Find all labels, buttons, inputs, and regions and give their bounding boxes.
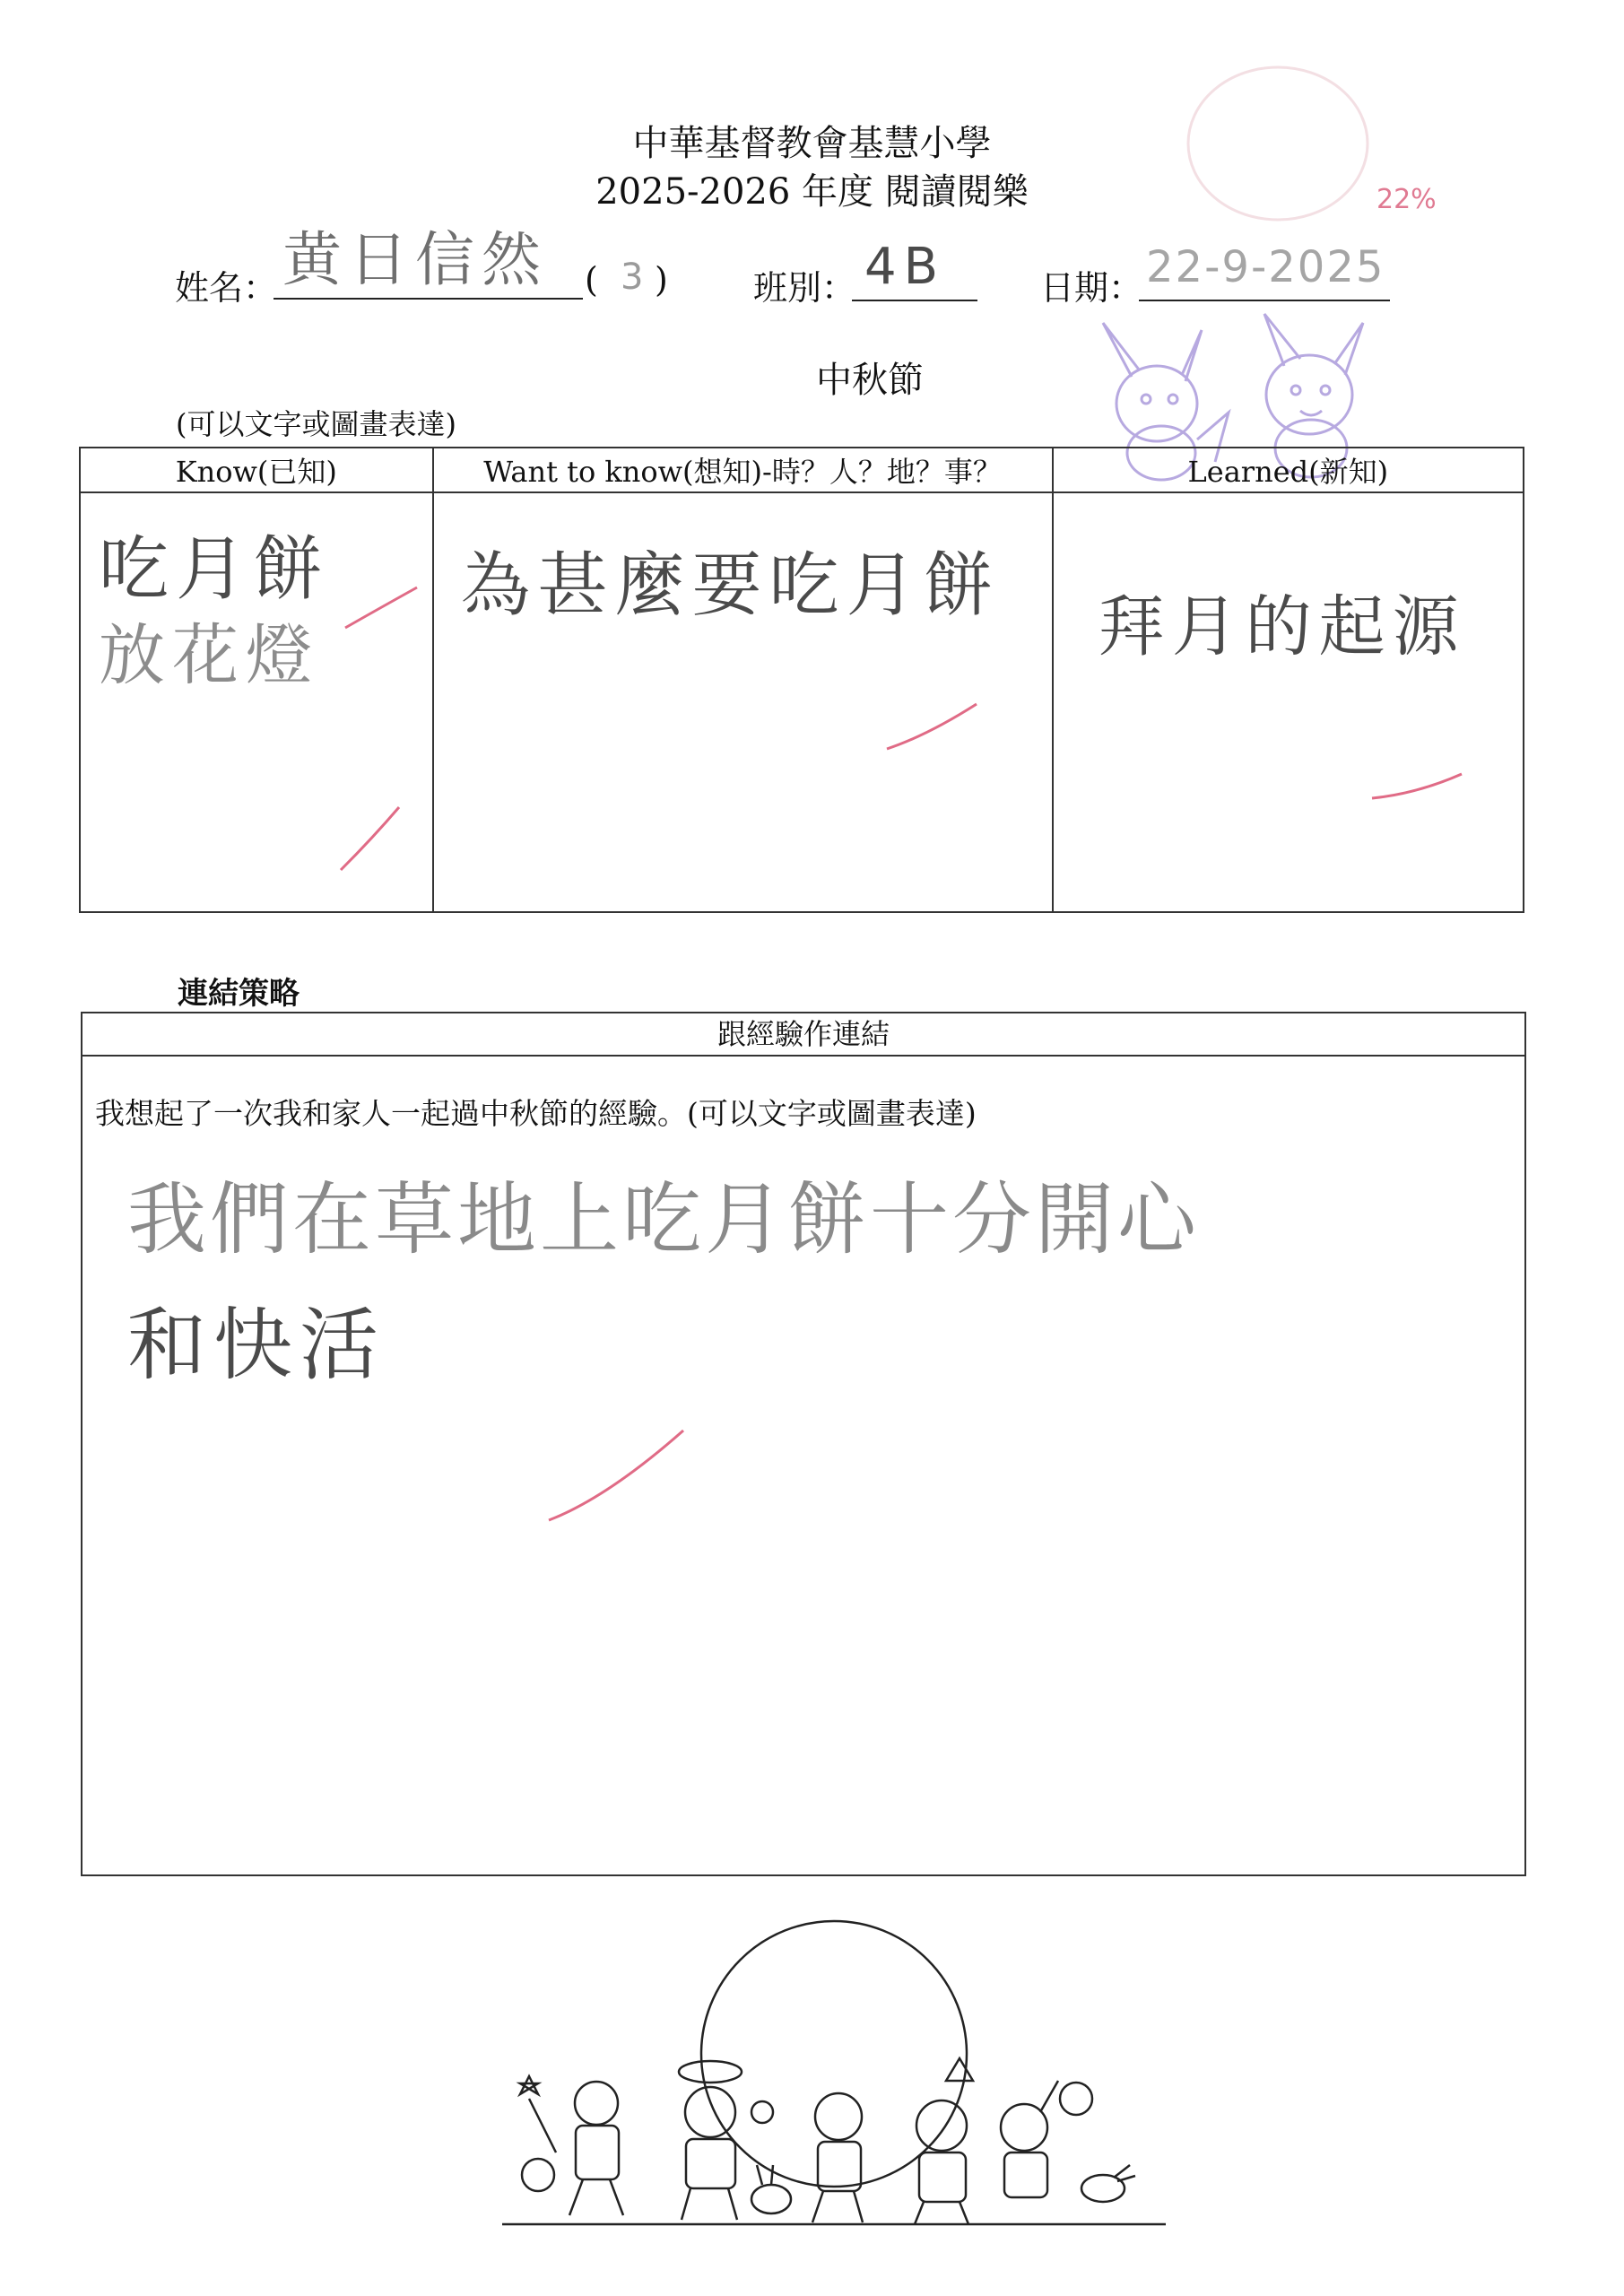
check-mark-icon [336, 803, 408, 874]
learned-line-1: 拜月的起源 [1098, 588, 1466, 665]
kwl-header-want: Want to know(想知)-時？人？地？事？ [433, 448, 1053, 492]
year-title: 2025-2026 年度 閱讀閱樂 [595, 171, 1029, 213]
check-mark-icon [544, 1426, 688, 1525]
answer-line-2: 和快活 [127, 1299, 386, 1391]
kwl-know-cell [80, 492, 433, 912]
connection-box [81, 1012, 1526, 1876]
class-no-close: ) [655, 260, 668, 300]
name-field [274, 222, 583, 300]
answer-line-1: 我們在草地上吃月餅十分開心 [127, 1173, 1201, 1265]
corner-mark: 22% [1376, 184, 1437, 215]
faint-stamp-icon [1175, 58, 1381, 238]
kwl-header-learned: Learned(新知) [1053, 448, 1524, 492]
name-label: 姓名： [175, 268, 278, 308]
want-line-1: 為甚麼要吃月餅 [460, 545, 1001, 626]
class-field [852, 235, 977, 301]
know-line-1: 吃月餅 [99, 529, 331, 610]
school-name: 中華基督教會基慧小學 [632, 123, 992, 164]
know-line-2: 放花燈 [99, 617, 319, 694]
instruction-text: (可以文字或圖畫表達) [176, 407, 456, 441]
name-value: 黄日信然 [282, 225, 548, 294]
mid-autumn-illustration-icon [502, 1919, 1166, 2233]
topic-title: 中秋節 [816, 360, 924, 401]
date-field [1139, 235, 1390, 301]
kwl-header-know: Know(已知) [80, 448, 433, 492]
kwl-learned-cell [1053, 492, 1524, 912]
check-mark-icon [341, 583, 421, 637]
section-label: 連結策略 [178, 976, 300, 1012]
class-value: 4B [864, 238, 946, 296]
class-label: 班別： [753, 268, 856, 308]
date-label: 日期： [1040, 268, 1143, 308]
connection-prompt: 我想起了一次我和家人一起過中秋節的經驗。(可以文字或圖畫表達) [95, 1096, 977, 1131]
kwl-table [79, 447, 1524, 913]
check-mark-icon [882, 700, 981, 753]
class-no-value: 3 [621, 257, 651, 298]
date-value: 22-9-2025 [1146, 242, 1385, 292]
connection-box-header: 跟經驗作連結 [83, 1013, 1524, 1057]
class-no-open: ( [585, 260, 598, 300]
check-mark-icon [1368, 767, 1466, 803]
kwl-want-cell [433, 492, 1053, 912]
